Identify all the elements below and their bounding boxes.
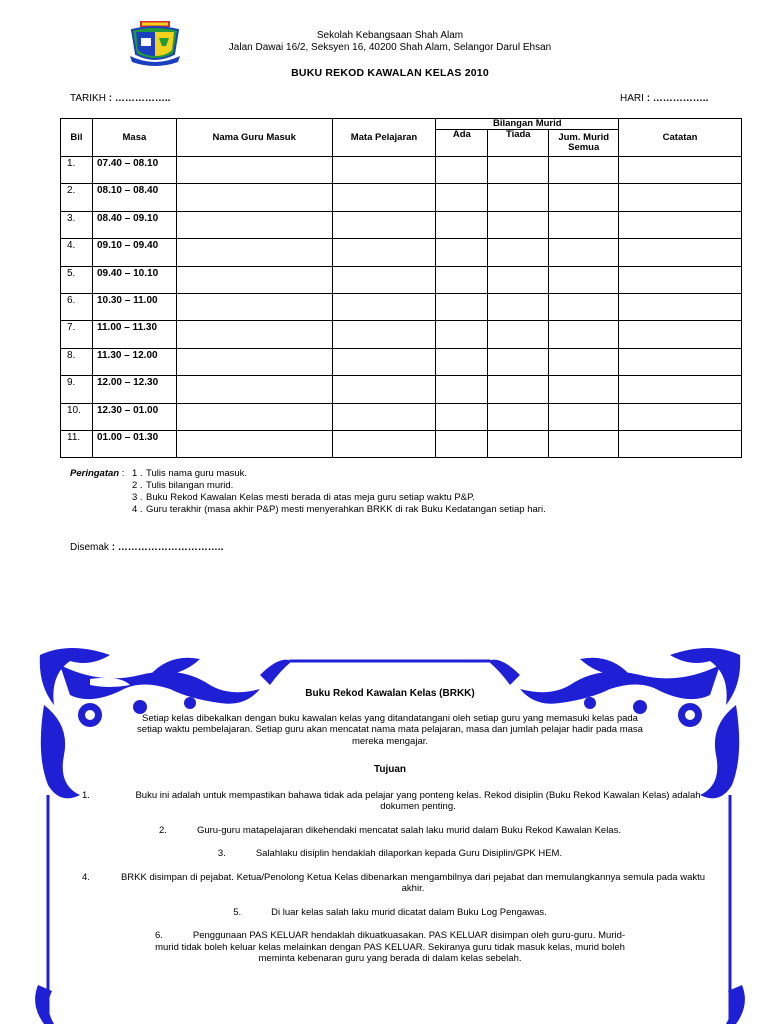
tujuan-text: Salahlaku disiplin hendaklah dilaporkan kepada Guru Disiplin/GPK HEM. [255, 848, 563, 859]
table-row [61, 293, 742, 320]
row-masa: 11.00 – 11.30 [92, 321, 176, 348]
record-table-body [61, 157, 742, 458]
row-bil: 4. [61, 239, 93, 266]
cell-ada[interactable] [436, 430, 488, 457]
cell-ada[interactable] [436, 157, 488, 184]
brkk-intro: Setiap kelas dibekalkan dengan buku kawalan kelas yang ditandatangani oleh setiap guru yang memasuki kelas pada setiap waktu pembelajaran. Setiap guru akan mencatat nama mata pelajaran, masa dan jumlah pelajar hadir pada masa mereka mengajar. [137, 712, 643, 747]
tujuan-num: 3. [217, 848, 226, 859]
table-row [61, 157, 742, 184]
cell-catatan[interactable] [619, 430, 742, 457]
cell-jumlah[interactable] [549, 376, 619, 403]
cell-catatan[interactable] [619, 348, 742, 375]
row-masa: 01.00 – 01.30 [92, 430, 176, 457]
cell-mata-pelajaran[interactable] [332, 376, 436, 403]
cell-tiada[interactable] [488, 348, 549, 375]
cell-nama-guru[interactable] [176, 157, 332, 184]
cell-ada[interactable] [436, 184, 488, 211]
row-masa: 08.10 – 08.40 [92, 184, 176, 211]
cell-ada[interactable] [436, 266, 488, 293]
row-masa: 07.40 – 08.10 [92, 157, 176, 184]
cell-jumlah[interactable] [549, 293, 619, 320]
tujuan-num: 4. [82, 871, 90, 883]
brkk-info [70, 688, 710, 977]
row-bil: 11. [61, 430, 93, 457]
cell-nama-guru[interactable] [176, 239, 332, 266]
cell-catatan[interactable] [619, 211, 742, 238]
cell-jumlah[interactable] [549, 430, 619, 457]
tujuan-text: Penggunaan PAS KELUAR hendaklah dikuatkuasakan. PAS KELUAR disimpan oleh guru-guru. Murid-murid tidak boleh keluar kelas melainkan dengan PAS KELUAR. Sekiranya guru tidak masuk kelas, murid boleh meminta kebenaran guru yang berada di dalam kelas sebelah. [155, 930, 626, 964]
cell-tiada[interactable] [488, 376, 549, 403]
cell-tiada[interactable] [488, 321, 549, 348]
cell-jumlah[interactable] [549, 184, 619, 211]
hari-field [620, 93, 708, 104]
cell-jumlah[interactable] [549, 321, 619, 348]
table-row [61, 321, 742, 348]
tujuan-num: 6. [154, 930, 163, 941]
tujuan-heading: Tujuan [373, 764, 407, 775]
row-bil: 9. [61, 376, 93, 403]
cell-nama-guru[interactable] [176, 321, 332, 348]
peringatan-notes [70, 468, 546, 516]
tujuan-item [70, 848, 710, 860]
row-bil: 5. [61, 266, 93, 293]
peringatan-num: 1 . [132, 468, 143, 479]
table-row [61, 430, 742, 457]
row-bil: 10. [61, 403, 93, 430]
tujuan-item [70, 790, 710, 813]
header-nama-guru: Nama Guru Masuk [176, 119, 332, 157]
header-bil: Bil [61, 119, 93, 157]
tujuan-num: 1. [82, 789, 90, 801]
cell-ada[interactable] [436, 321, 488, 348]
cell-mata-pelajaran[interactable] [332, 348, 436, 375]
disemak-value: : ………………………….. [111, 542, 224, 553]
tarikh-label: TARIKH [70, 93, 106, 104]
row-masa: 08.40 – 09.10 [92, 211, 176, 238]
cell-mata-pelajaran[interactable] [332, 266, 436, 293]
cell-jumlah[interactable] [549, 211, 619, 238]
cell-nama-guru[interactable] [176, 184, 332, 211]
row-masa: 12.00 – 12.30 [92, 376, 176, 403]
tujuan-item [70, 825, 710, 837]
peringatan-item [70, 492, 546, 504]
tujuan-num: 5. [233, 906, 242, 918]
tujuan-text: Di luar kelas salah laku murid dicatat dalam Buku Log Pengawas. [271, 906, 547, 918]
cell-ada[interactable] [436, 376, 488, 403]
cell-mata-pelajaran[interactable] [332, 239, 436, 266]
cell-catatan[interactable] [619, 321, 742, 348]
row-masa: 11.30 – 12.00 [92, 348, 176, 375]
cell-catatan[interactable] [619, 266, 742, 293]
cell-nama-guru[interactable] [176, 403, 332, 430]
cell-catatan[interactable] [619, 293, 742, 320]
row-bil: 3. [61, 211, 93, 238]
cell-tiada[interactable] [488, 157, 549, 184]
cell-catatan[interactable] [619, 239, 742, 266]
peringatan-num: 4 . [132, 504, 143, 515]
cell-tiada[interactable] [488, 403, 549, 430]
cell-ada[interactable] [436, 293, 488, 320]
cell-mata-pelajaran[interactable] [332, 403, 436, 430]
row-bil: 6. [61, 293, 93, 320]
row-bil: 7. [61, 321, 93, 348]
header-mata-pelajaran: Mata Pelajaran [332, 119, 436, 157]
cell-tiada[interactable] [488, 184, 549, 211]
school-logo [126, 20, 184, 66]
school-address: Jalan Dawai 16/2, Seksyen 16, 40200 Shah Alam, Selangor Darul Ehsan [228, 42, 552, 53]
cell-mata-pelajaran[interactable] [332, 293, 436, 320]
brkk-title: Buku Rekod Kawalan Kelas (BRKK) [305, 688, 475, 699]
header-jumlah: Jum. Murid Semua [549, 130, 619, 157]
header-ada: Ada [436, 130, 488, 157]
cell-nama-guru[interactable] [176, 266, 332, 293]
tujuan-list [70, 790, 710, 965]
table-row [61, 348, 742, 375]
tujuan-num: 2. [159, 824, 167, 836]
cell-ada[interactable] [436, 348, 488, 375]
tujuan-text: Guru-guru matapelajaran dikehendaki mencatat salah laku murid dalam Buku Rekod Kawalan Kelas. [196, 824, 621, 836]
peringatan-text: Guru terakhir (masa akhir P&P) mesti menyerahkan BRKK di rak Buku Kedatangan setiap hari. [146, 504, 546, 515]
peringatan-text: Tulis bilangan murid. [146, 480, 234, 491]
tujuan-item [70, 930, 710, 965]
cell-ada[interactable] [436, 239, 488, 266]
cell-catatan[interactable] [619, 403, 742, 430]
peringatan-item [70, 480, 546, 492]
hari-value: : …………….. [646, 93, 709, 104]
table-row [61, 376, 742, 403]
peringatan-num: 3 . [132, 492, 143, 503]
peringatan-item: Peringatan : 1 . Tulis nama guru masuk. [70, 468, 248, 479]
cell-tiada[interactable] [488, 211, 549, 238]
cell-tiada[interactable] [488, 266, 549, 293]
row-masa: 10.30 – 11.00 [92, 293, 176, 320]
table-row [61, 239, 742, 266]
cell-ada[interactable] [436, 403, 488, 430]
school-name: Sekolah Kebangsaan Shah Alam [316, 30, 464, 41]
disemak-field [70, 542, 223, 553]
cell-mata-pelajaran[interactable] [332, 211, 436, 238]
table-row [61, 211, 742, 238]
cell-ada[interactable] [436, 211, 488, 238]
record-table [60, 118, 742, 458]
cell-catatan[interactable] [619, 376, 742, 403]
disemak-label: Disemak [70, 542, 109, 553]
hari-label: HARI [620, 93, 644, 104]
header-catatan: Catatan [619, 119, 742, 157]
cell-nama-guru[interactable] [176, 211, 332, 238]
tujuan-text: Buku ini adalah untuk mempastikan bahawa tidak ada pelajar yang ponteng kelas. Rekod disiplin (Buku Rekod Kawalan Kelas) adalah dokumen penting. [135, 789, 701, 812]
table-row [61, 184, 742, 211]
row-bil: 8. [61, 348, 93, 375]
header-masa: Masa [92, 119, 176, 157]
row-bil: 1. [61, 157, 93, 184]
cell-nama-guru[interactable] [176, 376, 332, 403]
row-masa: 12.30 – 01.00 [92, 403, 176, 430]
header-tiada: Tiada [488, 130, 549, 157]
table-row [61, 403, 742, 430]
cell-jumlah[interactable] [549, 157, 619, 184]
cell-mata-pelajaran[interactable] [332, 157, 436, 184]
tujuan-item [70, 907, 710, 919]
cell-catatan[interactable] [619, 184, 742, 211]
cell-jumlah[interactable] [549, 348, 619, 375]
cell-tiada[interactable] [488, 430, 549, 457]
header-bilangan-murid: Bilangan Murid [436, 119, 619, 130]
row-masa: 09.10 – 09.40 [92, 239, 176, 266]
cell-mata-pelajaran[interactable] [332, 321, 436, 348]
tarikh-value: : …………….. [108, 93, 171, 104]
peringatan-text: Tulis nama guru masuk. [146, 468, 248, 479]
cell-tiada[interactable] [488, 239, 549, 266]
cell-tiada[interactable] [488, 293, 549, 320]
cell-nama-guru[interactable] [176, 430, 332, 457]
peringatan-text: Buku Rekod Kawalan Kelas mesti berada di atas meja guru setiap waktu P&P. [146, 492, 475, 503]
cell-catatan[interactable] [619, 157, 742, 184]
cell-mata-pelajaran[interactable] [332, 430, 436, 457]
tujuan-item [70, 872, 710, 895]
tarikh-field [70, 93, 170, 104]
cell-nama-guru[interactable] [176, 348, 332, 375]
tujuan-text: BRKK disimpan di pejabat. Ketua/Penolong Ketua Kelas dibenarkan mengambilnya dari pejabat dan memulangkannya semula pada waktu akhir. [120, 871, 706, 894]
row-masa: 09.40 – 10.10 [92, 266, 176, 293]
peringatan-num: 2 . [132, 480, 143, 491]
row-bil: 2. [61, 184, 93, 211]
cell-jumlah[interactable] [549, 266, 619, 293]
peringatan-item [70, 504, 546, 516]
document-title: BUKU REKOD KAWALAN KELAS 2010 [291, 67, 489, 79]
cell-nama-guru[interactable] [176, 293, 332, 320]
peringatan-label: Peringatan [70, 468, 120, 479]
table-row [61, 266, 742, 293]
cell-jumlah[interactable] [549, 239, 619, 266]
cell-jumlah[interactable] [549, 403, 619, 430]
cell-mata-pelajaran[interactable] [332, 184, 436, 211]
